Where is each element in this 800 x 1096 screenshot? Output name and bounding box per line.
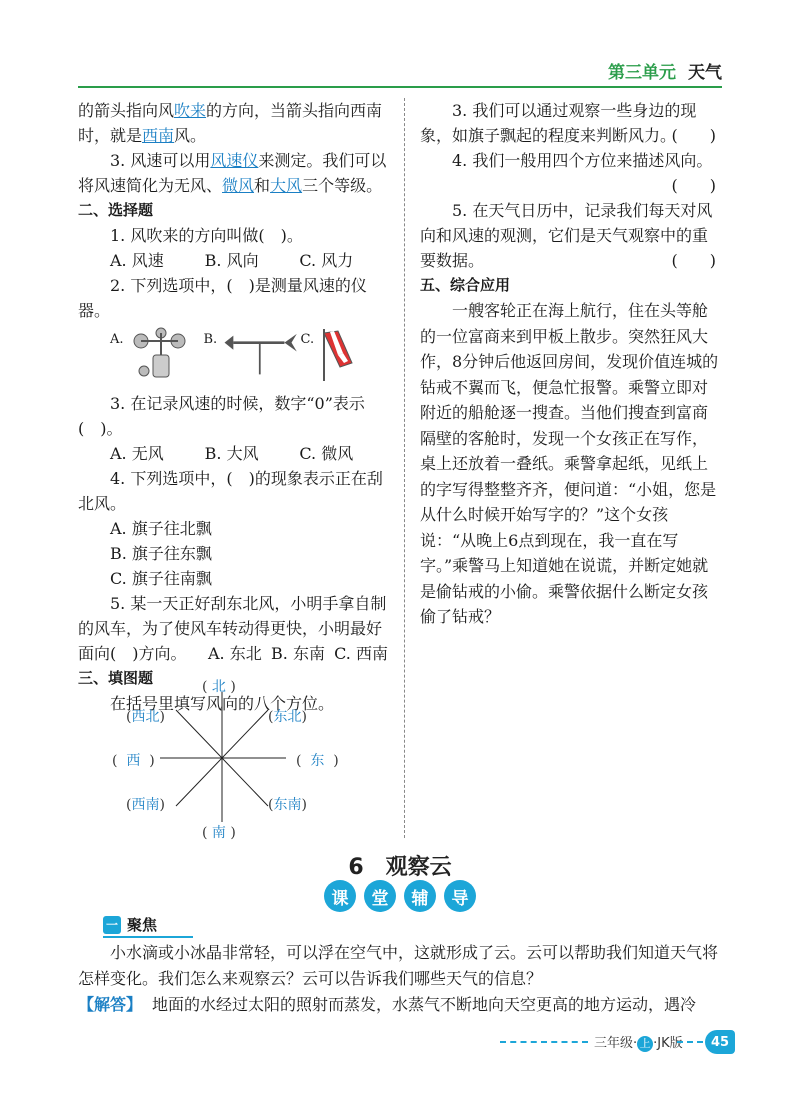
option[interactable]: A. 风速: [110, 251, 164, 270]
page-number: 45: [705, 1030, 735, 1054]
unit-label: 第三单元: [608, 63, 676, 83]
option[interactable]: A. 东北: [208, 644, 262, 663]
column-divider: [404, 98, 405, 838]
choice-q3-options: [78, 441, 394, 466]
direction-northeast[interactable]: (东北): [268, 709, 307, 725]
focus-paragraph: 小水滴或小冰晶非常轻，可以浮在空气中，这就形成了云。云可以帮助我们知道天气将怎样变化。我们怎么来观察云？云可以告诉我们哪些天气的信息？: [78, 943, 719, 988]
class-guide-banner: 课 堂 辅 导: [0, 880, 800, 912]
answer-blank[interactable]: ( ): [671, 251, 716, 270]
grade-label: 三年级· 上 ·JK版: [594, 1036, 683, 1051]
story-paragraph: 一艘客轮正在海上航行，住在头等舱的一位富商来到甲板上散步。突然狂风大作，8分钟后他返回房间，发现价值连城的钻戒不翼而飞，便急忙报警。乘警立即对附近的船舱逐一搜查。当他们搜查到富商隔壁的客舱时，发现一个女孩正在写作，桌上还放着一叠纸。乘警拿起纸，见纸上的字写得整整齐齐，便问道：“小姐，您是从什么时候开始写字的？”这个女孩说：“从晚上6点到现在，我一直在写字。”乘警马上知道她在说谎，并断定她就是偷钻戒的小偷。乘警依据什么断定女孩偷了钻戒？: [420, 301, 719, 626]
section-heading-application: 五、综合应用: [420, 276, 511, 294]
direction-southwest[interactable]: (西南): [126, 797, 165, 813]
answer-fill: 吹来: [174, 101, 207, 120]
answer-fill: 大风: [270, 176, 303, 195]
question-3: 3. 风速可以用风速仪来测定。我们可以将风速简化为无风、微风和大风三个等级。: [78, 151, 387, 195]
option-anemometer[interactable]: A.: [110, 327, 204, 383]
choice-q4: 4. 下列选项中，( )的现象表示正在刮北风。: [78, 469, 383, 513]
direction-northwest[interactable]: (西北): [126, 709, 165, 725]
direction-east[interactable]: ( 东 ): [296, 753, 339, 769]
unit-topic: 天气: [688, 63, 722, 83]
page-footer: [500, 1030, 740, 1054]
answer-fill: 微风: [222, 176, 255, 195]
section-heading-diagram: 三、填图题: [78, 669, 154, 687]
section-heading-choice: 二、选择题: [78, 201, 154, 219]
option[interactable]: C. 旗子往南飘: [110, 569, 212, 588]
answer-blank[interactable]: ( ): [671, 176, 716, 195]
option[interactable]: C. 西南: [334, 644, 388, 663]
lesson-title: 6 观察云: [348, 855, 452, 880]
direction-west[interactable]: ( 西 ): [112, 753, 155, 769]
anemometer-icon: [128, 327, 198, 383]
direction-southeast[interactable]: (东南): [268, 797, 307, 813]
option[interactable]: A. 无风: [110, 444, 164, 463]
answer-blank[interactable]: ( ): [671, 126, 716, 145]
judge-q4: 4. 我们一般用四个方位来描述风向。: [452, 151, 713, 170]
compass-diagram: [100, 670, 390, 840]
judge-q3: 3. 我们可以通过观察一些身边的现象，如旗子飘起的程度来判断风力。: [420, 101, 697, 145]
wind-vane-icon: [221, 327, 300, 383]
option-wind-vane[interactable]: B.: [204, 327, 301, 383]
choice-q5: 5. 某一天正好刮东北风，小明手拿自制的风车，为了使风车转动得更快，小明最好面向( )方向。: [78, 594, 387, 663]
choice-q3: 3. 在记录风速的时候，数字“0”表示( )。: [78, 394, 365, 438]
judge-q5: 5. 在天气日历中，记录我们每天对风向和风速的观测，它们是天气观察中的重要数据。: [420, 201, 713, 270]
option[interactable]: C. 风力: [299, 251, 354, 270]
diagram-instruction: 在括号里填写风向的八个方位。: [110, 694, 335, 713]
option[interactable]: B. 大风: [204, 444, 259, 463]
focus-section-label: 一 聚焦: [103, 914, 157, 935]
direction-north[interactable]: ( 北 ): [202, 679, 236, 695]
unit-header: [608, 58, 722, 83]
option[interactable]: B. 旗子往东飘: [110, 544, 212, 563]
option[interactable]: B. 风向: [204, 251, 259, 270]
intro-line: 的箭头指向风吹来的方向，当箭头指向西南时，就是西南风。: [78, 101, 383, 145]
answer-fill: 西南: [142, 126, 175, 145]
choice-q1: 1. 风吹来的方向叫做( )。: [110, 226, 303, 245]
option[interactable]: C. 微风: [299, 444, 354, 463]
direction-south[interactable]: ( 南 ): [202, 825, 236, 841]
option[interactable]: A. 旗子往北飘: [110, 519, 212, 538]
left-column: [78, 98, 394, 716]
lesson-body: [78, 940, 723, 1018]
option[interactable]: B. 东南: [271, 644, 325, 663]
choice-q2: 2. 下列选项中，( )是测量风速的仪器。: [78, 276, 367, 320]
option-windsock[interactable]: C.: [301, 327, 395, 383]
instrument-options: [78, 327, 394, 387]
answer-fill: 风速仪: [210, 151, 259, 170]
answer-paragraph: 【解答】 地面的水经过太阳的照射而蒸发，水蒸气不断地向天空更高的地方运动，遇冷: [78, 995, 697, 1014]
choice-q1-options: [78, 248, 394, 273]
right-column: [420, 98, 722, 630]
windsock-icon: [318, 327, 358, 383]
header-rule: [78, 86, 722, 88]
